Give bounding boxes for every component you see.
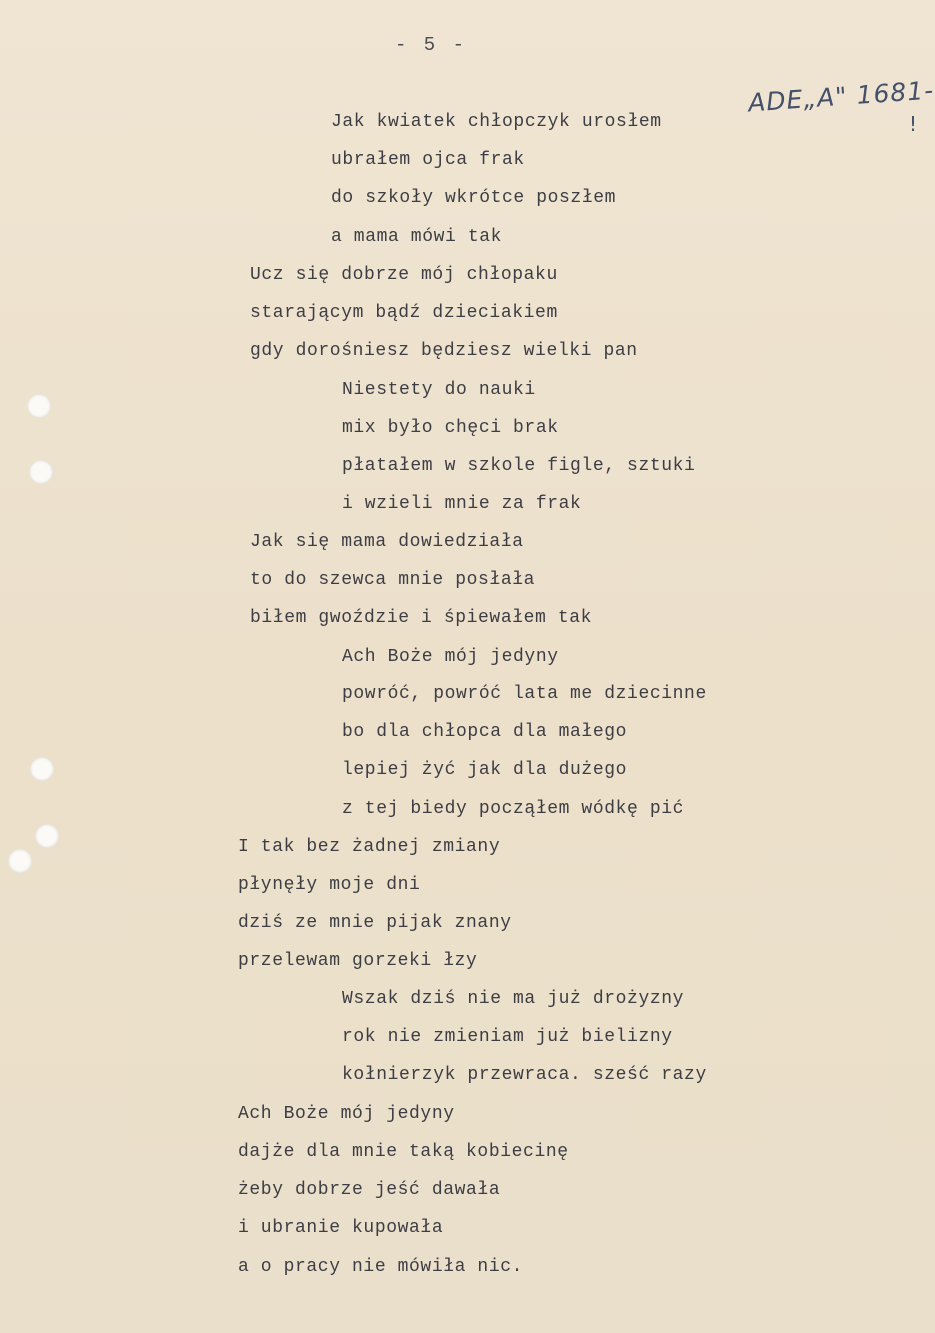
- verse-line: żeby dobrze jeść dawała: [238, 1180, 501, 1200]
- verse-line: płatałem w szkole figle, sztuki: [342, 456, 696, 476]
- verse-line: gdy dorośniesz będziesz wielki pan: [250, 341, 638, 361]
- archive-signature: ADE„A" 1681-: [747, 75, 935, 118]
- punch-hole: [35, 824, 59, 848]
- verse-line: starającym bądź dzieciakiem: [250, 303, 558, 323]
- punch-hole: [8, 849, 32, 873]
- verse-line: dziś ze mnie pijak znany: [238, 913, 512, 933]
- verse-line: Niestety do nauki: [342, 380, 536, 400]
- verse-line: Ucz się dobrze mój chłopaku: [250, 265, 558, 285]
- verse-line: Ach Boże mój jedyny: [238, 1104, 455, 1124]
- verse-line: do szkoły wkrótce poszłem: [331, 188, 617, 208]
- verse-line: kołnierzyk przewraca. sześć razy: [342, 1065, 707, 1085]
- verse-line: Ach Boże mój jedyny: [342, 647, 559, 667]
- archive-mark-tick: !: [909, 112, 918, 136]
- verse-line: przelewam gorzeki łzy: [238, 951, 478, 971]
- verse-line: biłem gwoździe i śpiewałem tak: [250, 608, 593, 628]
- verse-line: bo dla chłopca dla małego: [342, 722, 628, 742]
- verse-line: i ubranie kupowała: [238, 1218, 444, 1238]
- punch-hole: [27, 394, 51, 418]
- verse-line: dajże dla mnie taką kobiecinę: [238, 1142, 569, 1162]
- verse-line: Wszak dziś nie ma już drożyzny: [342, 989, 685, 1009]
- verse-line: mix było chęci brak: [342, 418, 559, 438]
- page-number: - 5 -: [395, 34, 468, 56]
- verse-line: lepiej żyć jak dla dużego: [342, 760, 628, 780]
- verse-line: I tak bez żadnej zmiany: [238, 837, 501, 857]
- verse-line: i wzieli mnie za frak: [342, 494, 582, 514]
- verse-line: z tej biedy począłem wódkę pić: [342, 799, 685, 819]
- verse-line: Jak kwiatek chłopczyk urosłem: [331, 112, 662, 132]
- verse-line: ubrałem ojca frak: [331, 150, 525, 170]
- verse-line: Jak się mama dowiedziała: [250, 532, 524, 552]
- punch-hole: [29, 460, 53, 484]
- punch-hole: [30, 757, 54, 781]
- verse-line: a o pracy nie mówiła nic.: [238, 1257, 524, 1277]
- verse-line: rok nie zmieniam już bielizny: [342, 1027, 673, 1047]
- verse-line: powróć, powróć lata me dziecinne: [342, 684, 707, 704]
- verse-line: a mama mówi tak: [331, 227, 503, 247]
- verse-line: płynęły moje dni: [238, 875, 421, 895]
- verse-line: to do szewca mnie posłała: [250, 570, 536, 590]
